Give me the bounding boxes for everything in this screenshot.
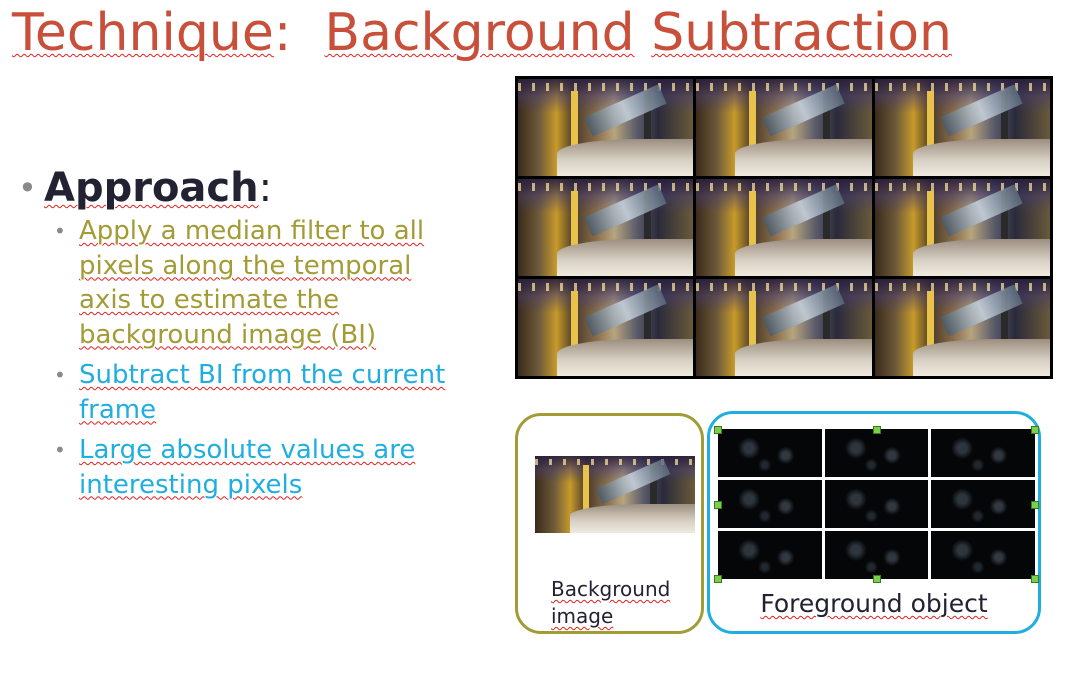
resize-handle-bottom-right[interactable] bbox=[1031, 575, 1039, 583]
resize-handle-middle-left[interactable] bbox=[714, 501, 722, 509]
title-colon: : bbox=[273, 3, 292, 63]
foreground-frame bbox=[718, 480, 822, 528]
caption-text: Foreground object bbox=[760, 589, 988, 618]
video-frames-grid[interactable] bbox=[515, 76, 1053, 379]
background-image-thumbnail bbox=[535, 456, 695, 533]
video-frame bbox=[518, 79, 693, 176]
video-frame bbox=[875, 179, 1050, 276]
background-image-box[interactable] bbox=[515, 413, 704, 634]
bullet-dot-icon: • bbox=[54, 438, 66, 462]
foreground-frame bbox=[931, 531, 1035, 579]
title-word-technique: Technique bbox=[12, 3, 274, 63]
bullet-approach bbox=[18, 162, 488, 214]
background-image-caption bbox=[551, 576, 670, 630]
sub-bullet-text: Apply a median filter to all pixels along the temporal axis to estimate the background image (BI) bbox=[79, 216, 425, 350]
title-word-background: Background bbox=[324, 3, 635, 63]
bullet-list[interactable] bbox=[18, 162, 488, 502]
video-frame bbox=[875, 279, 1050, 376]
resize-handle-middle-right[interactable] bbox=[1031, 501, 1039, 509]
approach-label: Approach bbox=[44, 165, 259, 211]
caption-line: image bbox=[551, 604, 614, 628]
approach-colon: : bbox=[258, 165, 273, 211]
resize-handle-bottom-left[interactable] bbox=[714, 575, 722, 583]
bullet-dot-icon: • bbox=[18, 169, 37, 207]
sub-bullet-subtract bbox=[54, 358, 488, 427]
foreground-frame bbox=[825, 429, 929, 477]
video-frame bbox=[696, 79, 871, 176]
resize-handle-top-left[interactable] bbox=[714, 426, 722, 434]
video-frame bbox=[518, 179, 693, 276]
resize-handle-bottom-center[interactable] bbox=[873, 575, 881, 583]
video-frame bbox=[696, 179, 871, 276]
title-word-subtraction: Subtraction bbox=[651, 3, 952, 63]
resize-handle-top-center[interactable] bbox=[873, 426, 881, 434]
video-frame bbox=[875, 79, 1050, 176]
sub-bullet-median bbox=[54, 214, 488, 352]
bullet-dot-icon: • bbox=[54, 219, 66, 243]
foreground-object-box[interactable] bbox=[707, 411, 1041, 634]
sub-bullet-large-values bbox=[54, 433, 488, 502]
foreground-frame bbox=[931, 480, 1035, 528]
foreground-frames-grid[interactable] bbox=[718, 429, 1035, 579]
sub-bullet-text: Large absolute values are interesting pixels bbox=[79, 435, 416, 500]
foreground-frame bbox=[931, 429, 1035, 477]
resize-handle-top-right[interactable] bbox=[1031, 426, 1039, 434]
video-frame bbox=[518, 279, 693, 376]
foreground-object-caption bbox=[710, 589, 1038, 619]
bullet-dot-icon: • bbox=[54, 363, 66, 387]
foreground-frame bbox=[825, 531, 929, 579]
video-frame bbox=[696, 279, 871, 376]
caption-line: Background bbox=[551, 577, 671, 601]
foreground-frame bbox=[718, 429, 822, 477]
foreground-frame bbox=[718, 531, 822, 579]
sub-bullet-text: Subtract BI from the current frame bbox=[79, 360, 446, 425]
foreground-frame bbox=[825, 480, 929, 528]
slide-title[interactable] bbox=[12, 2, 952, 64]
